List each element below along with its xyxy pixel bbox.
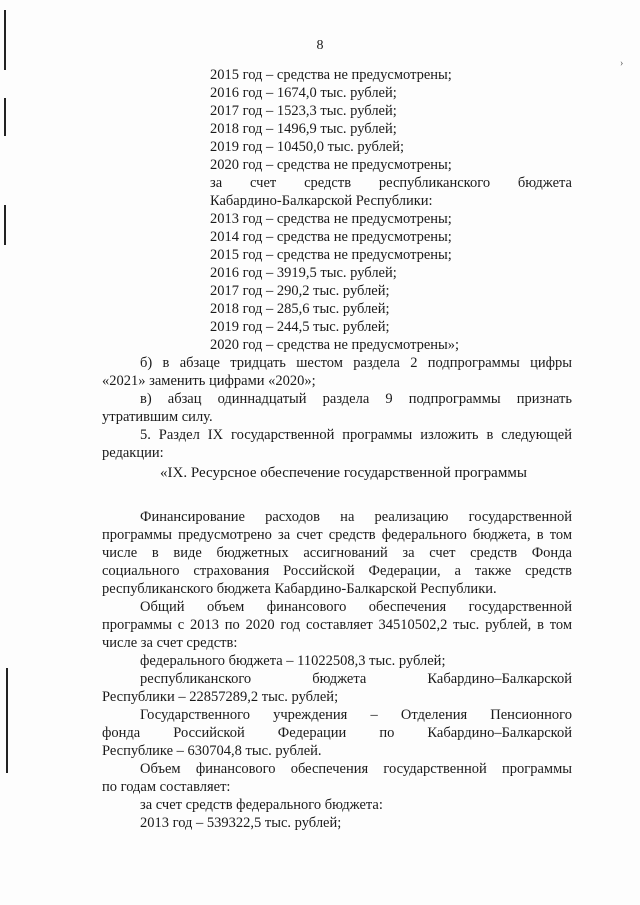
line: Республики – 22857289,2 тыс. рублей; [102,689,339,705]
line: 2015 год – средства не предусмотрены; [210,67,452,83]
line: программы с 2013 по 2020 год составляет 34510502,2 тыс. рублей, в том [102,617,572,633]
line: б) в абзаце тридцать шестом раздела 2 подпрограммы цифры [140,355,572,371]
line: в) абзац одиннадцатый раздела 9 подпрограммы признать [140,391,572,407]
line: по годам составляет: [102,779,231,795]
line: 2016 год – 1674,0 тыс. рублей; [210,85,397,101]
line: числе за счет средств: [102,635,238,651]
line: 2019 год – 244,5 тыс. рублей; [210,319,390,335]
line: 2020 год – средства не предусмотрены; [210,157,452,173]
line: 2018 год – 1496,9 тыс. рублей; [210,121,397,137]
line: республиканского бюджета Кабардино–Балкарской [140,671,572,687]
line: 2020 год – средства не предусмотрены»; [210,337,460,353]
scan-speck: › [620,58,624,69]
scan-mark [4,205,6,245]
section-heading: «IX. Ресурсное обеспечение государственной программы [160,465,527,481]
line: 2017 год – 290,2 тыс. рублей; [210,283,390,299]
line: 2013 год – средства не предусмотрены; [210,211,452,227]
line: Общий объем финансового обеспечения государственной [140,599,572,615]
line: программы предусмотрено за счет средств федерального бюджета, в том [102,527,572,543]
line: за счет средств республиканского бюджета [210,175,572,191]
line: Кабардино-Балкарской Республики: [210,193,433,209]
line: 2019 год – 10450,0 тыс. рублей; [210,139,405,155]
line: «2021» заменить цифрами «2020»; [102,373,316,389]
scan-mark [4,98,6,136]
line: фонда Российской Федерации по Кабардино–Балкарской [102,725,572,741]
line: республиканского бюджета Кабардино-Балкарской Республики. [102,581,497,597]
line: 2014 год – средства не предусмотрены; [210,229,452,245]
line: 5. Раздел IX государственной программы изложить в следующей [140,427,572,443]
line: 2018 год – 285,6 тыс. рублей; [210,301,390,317]
scan-mark [6,668,8,773]
line: Республике – 630704,8 тыс. рублей. [102,743,322,759]
line: 2016 год – 3919,5 тыс. рублей; [210,265,397,281]
line: Финансирование расходов на реализацию государственной [140,509,572,525]
page-number: 8 [316,38,324,53]
line: числе в виде бюджетных ассигнований за счет средств Фонда [102,545,572,561]
line: 2015 год – средства не предусмотрены; [210,247,452,263]
line: редакции: [102,445,164,461]
line: Объем финансового обеспечения государственной программы [140,761,572,777]
line: федерального бюджета – 11022508,3 тыс. рублей; [140,653,446,669]
line: социального страхования Российской Федерации, а также средств [102,563,572,579]
line: за счет средств федерального бюджета: [140,797,383,813]
line: утратившим силу. [102,409,213,425]
line: 2017 год – 1523,3 тыс. рублей; [210,103,397,119]
line: 2013 год – 539322,5 тыс. рублей; [140,815,342,831]
line: Государственного учреждения – Отделения Пенсионного [140,707,572,723]
